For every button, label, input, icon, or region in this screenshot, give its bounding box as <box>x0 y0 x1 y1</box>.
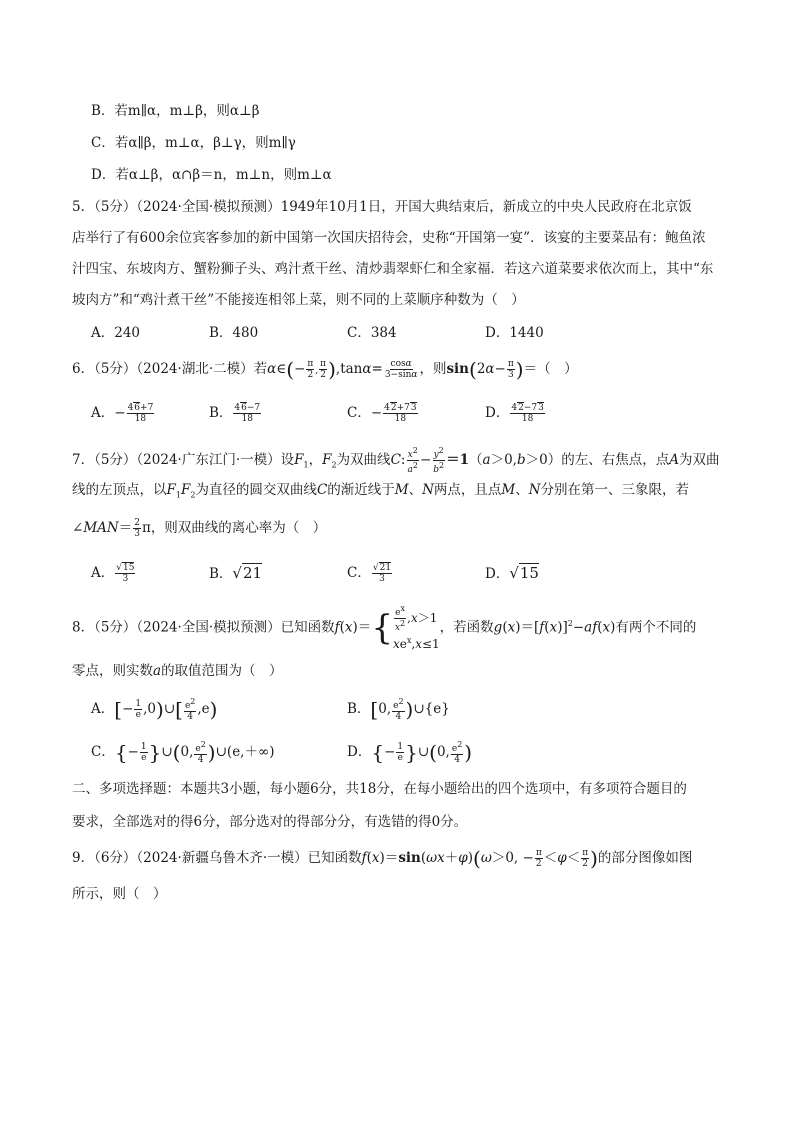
option-label: B． <box>209 566 233 582</box>
q6-option-c: C．− $\frac{42+73}{18}$ <box>347 403 417 424</box>
option-label: C． <box>347 565 371 581</box>
q5-line4 <box>72 290 754 310</box>
option-label: B． <box>347 701 371 717</box>
q5-line3 <box>72 259 754 279</box>
q4-option-d <box>91 165 754 185</box>
question-text: 坡肉方”和“鸡汁煮干丝”不能接连相邻上菜，则不同的上菜顺序种数为（ ） <box>72 292 525 308</box>
option-value: 384 <box>370 325 397 341</box>
option-text: 若m∥α，m⊥β，则α⊥β <box>114 103 260 119</box>
question-text: 所示，则（ ） <box>72 886 167 902</box>
q6-stem: 6．（5分）（2024·湖北·二模）若α∈(− $\frac{\pi}{2}$ , $\frac{\pi}{2}$ ),tanα= $\frac{\cos\alpha}{3-\sin\alpha}$ ，则sin(2α− $\frac{\pi}{3}$ )＝（ ） <box>72 357 578 382</box>
q7-line2: 线的左顶点，以$F_1F_2$为直径的圆交双曲线C的渐近线于M、N两点，且点M、N分别在第一、三象限，若 <box>72 482 690 500</box>
q5-line2 <box>72 228 754 248</box>
q8-line1: 8．（5分）（2024·全国·模拟预测）已知函数f(x)＝ { $\frac{e^x}{x^2}$ ,x＞1 $xe^x,x\le 1$ ，若函数$g(x)=[f(x)]^2-af(x)$有两个不同的 <box>72 604 697 651</box>
q7-line1: 7．（5分）（2024·广东江门·一模）设$F_1$，$F_2$为双曲线C: $\frac{x^2}{a^2}$ − $\frac{y^2}{b^2}$ ＝1（a＞0,b＞0）的左、右焦点，点A为双曲 <box>72 446 720 475</box>
question-prefix: 9．（6分）（2024·新疆乌鲁木齐·一模） <box>72 850 308 866</box>
question-text: 已知函数 <box>307 850 362 866</box>
section-text: 二、多项选择题：本题共3小题，每小题6分，共18分，在每小题给出的四个选项中，有多项符合题目的 <box>72 781 687 797</box>
q5-option-d <box>485 322 544 344</box>
option-label: C． <box>347 405 371 421</box>
q5-option-a <box>91 322 140 344</box>
question-text: 若 <box>253 361 268 377</box>
q7-line3: ∠MAN＝ $\frac{2}{3}$ π，则双曲线的离心率为（ ） <box>72 518 327 539</box>
question-text: 零点，则实数 <box>72 663 153 679</box>
question-text: 有两个不同的 <box>615 619 697 636</box>
q8-option-b: B．[0, $\frac{e^2}{4}$ )∪{e} <box>347 697 450 722</box>
question-text: 的取值范围为（ ） <box>161 663 283 679</box>
formula-angle: ∠ <box>72 520 84 536</box>
q9-line2 <box>72 884 754 904</box>
question-text: ，则双曲线的离心率为（ ） <box>150 520 327 536</box>
option-label: C． <box>347 325 371 341</box>
q8-line2: 零点，则实数a的取值范围为（ ） <box>72 663 283 679</box>
question-prefix: 7．（5分）（2024·广东江门·一模） <box>72 452 281 468</box>
q6-option-a: A．− $\frac{46+7}{18}$ <box>91 403 154 424</box>
q8-option-c: C．{− $\frac{1}{e}$ }∪(0, $\frac{e^2}{4}$ )∪(e,＋∞) <box>91 740 275 765</box>
question-text: 的左、右焦点，点 <box>561 452 670 468</box>
option-label: A． <box>91 325 115 341</box>
option-label: D． <box>347 744 372 760</box>
q7-option-a: A． $\frac{√15}{3}$ <box>91 563 135 584</box>
formula-sin: sin <box>446 361 469 377</box>
option-text: 若α⊥β，α∩β＝n，m⊥n，则m⊥α <box>115 167 332 183</box>
formula-piecewise: { $\frac{e^x}{x^2}$ ,x＞1 $xe^x,x\le 1$ <box>371 604 440 651</box>
q8-option-a: A．[− $\frac{1}{e}$ ,0)∪[ $\frac{e^2}{4}$ ,e) <box>91 697 218 722</box>
q9-line1: 9．（6分）（2024·新疆乌鲁木齐·一模）已知函数f(x)＝sin(ωx＋φ)(ω＞0, − $\frac{\pi}{2}$ ＜φ＜ $\frac{\pi}{2}$ )的部分图像如图 <box>72 846 693 871</box>
question-text: 店举行了有600余位宾客参加的新中国第一次国庆招待会，史称“开国第一宴”．该宴的主要菜品有：鲍鱼浓 <box>72 230 706 246</box>
q5-option-b <box>209 322 258 344</box>
question-text: ，则 <box>419 361 447 377</box>
option-label: B． <box>91 103 115 119</box>
option-label: A． <box>91 565 115 581</box>
question-text: 为双曲线 <box>336 452 391 468</box>
option-label: A． <box>91 405 115 421</box>
question-text: 已知函数 <box>280 619 335 636</box>
option-label: D． <box>485 405 510 421</box>
option-value: 480 <box>232 325 259 341</box>
q4-option-c <box>91 133 754 153</box>
option-label: B． <box>209 325 233 341</box>
question-text: 的部分图像如图 <box>597 850 693 866</box>
option-label: A． <box>91 701 115 717</box>
question-text: 为直径的圆交双曲线 <box>195 482 317 498</box>
question-text: ＝（ ） <box>523 361 578 377</box>
question-text: 的渐近线于 <box>327 482 395 498</box>
option-label: D． <box>485 566 510 582</box>
q7-option-b: B．√21 <box>209 564 263 582</box>
option-label: C． <box>91 744 115 760</box>
section-heading <box>72 779 754 799</box>
q7-option-d: D．√15 <box>485 564 539 582</box>
q5-option-c <box>347 322 397 344</box>
question-text: 线的左顶点，以 <box>72 482 167 498</box>
question-text: 设 <box>280 452 295 468</box>
q6-option-d: D． $\frac{42-73}{18}$ <box>485 403 544 424</box>
section-heading-line2 <box>72 812 754 832</box>
question-text: 为双曲 <box>678 452 720 468</box>
q8-option-d: D．{− $\frac{1}{e}$ }∪(0, $\frac{e^2}{4}$ ) <box>347 740 473 765</box>
q5-line1 <box>72 197 754 217</box>
section-text: 要求，全部选对的得6分，部分选对的得部分分，有选错的得0分。 <box>72 814 468 830</box>
question-prefix: 5．（5分）（2024·全国·模拟预测） <box>72 199 281 215</box>
formula-alpha-range: α <box>267 361 277 377</box>
question-text: 两点，且点 <box>433 482 502 498</box>
question-text: 1949年10月1日，开国大典结束后，新成立的中央人民政府在北京饭 <box>280 199 692 215</box>
q6-option-b: B． $\frac{46-7}{18}$ <box>209 403 261 424</box>
formula-hyperbola: C <box>390 452 401 468</box>
question-text: 分别在第一、三象限，若 <box>540 482 690 498</box>
question-text: ，若函数 <box>439 619 494 636</box>
option-label: D． <box>91 167 116 183</box>
question-text: 汁四宝、东坡肉方、蟹粉狮子头、鸡汁煮干丝、清炒翡翠虾仁和全家福．若这六道菜要求依次而上，其中“东 <box>72 261 714 277</box>
option-label: C． <box>91 135 115 151</box>
question-prefix: 8．（5分）（2024·全国·模拟预测） <box>72 619 281 636</box>
option-value: 240 <box>114 325 141 341</box>
q7-option-c: C． $\frac{√21}{3}$ <box>347 563 392 584</box>
question-text: 、 <box>408 482 423 498</box>
option-text: 若α∥β，m⊥α，β⊥γ，则m∥γ <box>114 135 296 151</box>
option-label: B． <box>209 405 233 421</box>
option-value: 1440 <box>509 325 544 341</box>
option-label: D． <box>485 325 510 341</box>
q4-option-b <box>91 101 754 121</box>
question-prefix: 6．（5分）（2024·湖北·二模） <box>72 361 254 377</box>
